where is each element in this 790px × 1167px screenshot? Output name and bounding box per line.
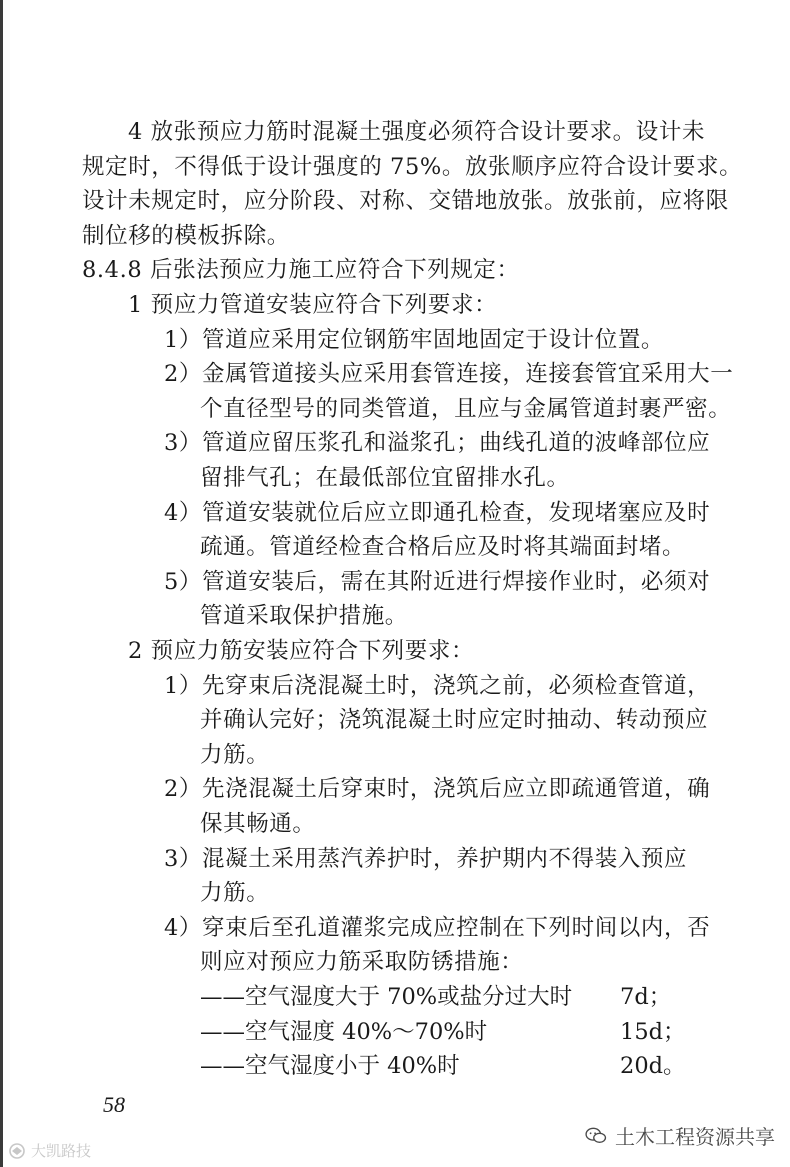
list-item-continuation: 管道采取保护措施。 [200, 603, 408, 630]
list-item-continuation: 疏通。管道经检查合格后应及时将其端面封堵。 [200, 534, 686, 561]
list-item: 4）管道安装就位后应立即通孔检查，发现堵塞应及时 [164, 499, 711, 526]
list-item: 3）管道应留压浆孔和溢浆孔；曲线孔道的波峰部位应 [164, 430, 711, 457]
list-item: 1）管道应采用定位钢筋牢固地固定于设计位置。 [164, 326, 665, 353]
text-line: 制位移的模板拆除。 [82, 222, 290, 249]
list-item-continuation: 则应对预应力筋采取防锈措施： [200, 949, 524, 976]
dash-list-item [200, 1014, 686, 1050]
list-item: 5）管道安装后，需在其附近进行焊接作业时，必须对 [164, 568, 711, 595]
list-item: 2）先浇混凝土后穿束时，浇筑后应立即疏通管道，确 [164, 776, 711, 803]
list-item: 3）混凝土采用蒸汽养护时，养护期内不得装入预应 [164, 845, 688, 872]
wechat-icon [585, 1127, 607, 1145]
dash-list-item [200, 979, 672, 1015]
list-item-continuation: 力筋。 [200, 880, 270, 907]
list-item-continuation: 个直径型号的同类管道，且应与金属管道封裹严密。 [200, 395, 732, 422]
dash-item-text: ——空气湿度小于 40%时 [200, 1053, 460, 1080]
list-item: 1）先穿束后浇混凝土时，浇筑之前，必须检查管道， [164, 672, 711, 699]
text-line: 4 放张预应力筋时混凝土强度必须符合设计要求。设计未 [128, 119, 706, 145]
clause-heading: 2 预应力筋安装应符合下列要求： [128, 638, 475, 664]
list-item-continuation: 并确认完好；浇筑混凝土时应定时抽动、转动预应 [200, 707, 709, 734]
dash-item-text: ——空气湿度大于 70%或盐分过大时 [200, 984, 573, 1010]
watermark-right [585, 1121, 775, 1150]
section-heading: 8.4.8 后张法预应力施工应符合下列规定： [82, 257, 520, 284]
watermark-right-text: 土木工程资源共享 [615, 1125, 775, 1149]
watermark-left [6, 1140, 91, 1161]
page-number: 58 [103, 1092, 125, 1117]
dash-item-text: ——空气湿度 40%～70%时 [200, 1018, 488, 1045]
text-line: 规定时，不得低于设计强度的 75%。放张顺序应符合设计要求。 [82, 153, 743, 180]
dash-item-duration: 15d； [620, 1018, 686, 1045]
dash-item-duration: 7d； [620, 984, 672, 1010]
list-item: 2）金属管道接头应采用套管连接，连接套管宜采用大一 [164, 361, 734, 388]
list-item-continuation: 留排气孔；在最低部位宜留排水孔。 [200, 465, 570, 491]
watermark-logo-icon [6, 1142, 28, 1160]
dash-list-item [200, 1048, 686, 1084]
watermark-left-text: 大凯路技 [31, 1142, 92, 1160]
dash-item-duration: 20d。 [620, 1053, 686, 1080]
clause-heading: 1 预应力管道安装应符合下列要求： [128, 292, 498, 318]
list-item-continuation: 力筋。 [200, 741, 270, 768]
list-item: 4）穿束后至孔道灌浆完成应控制在下列时间以内，否 [164, 914, 711, 941]
text-line: 设计未规定时，应分阶段、对称、交错地放张。放张前，应将限 [82, 188, 729, 215]
list-item-continuation: 保其畅通。 [200, 811, 316, 837]
